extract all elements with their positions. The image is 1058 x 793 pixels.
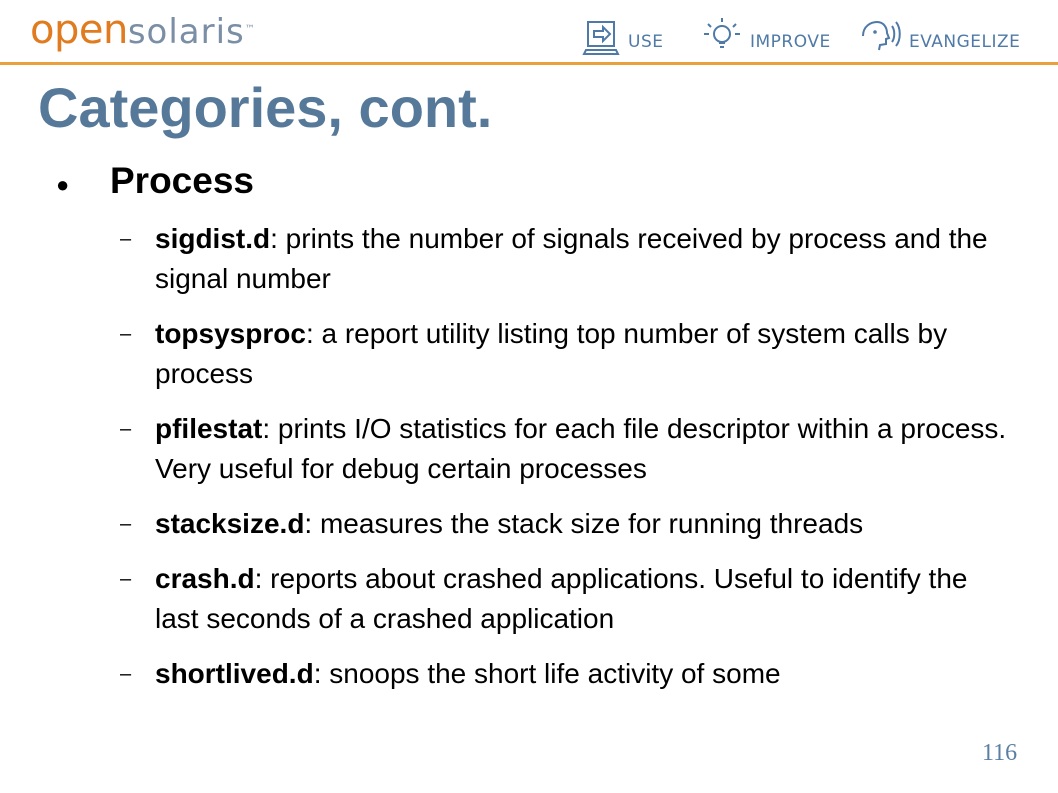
dash-marker: –: [120, 418, 132, 440]
monitor-arrow-icon: [582, 16, 622, 56]
lightbulb-icon: [700, 16, 744, 56]
nav-evangelize: [857, 16, 1020, 56]
script-description: : prints I/O statistics for each file descriptor within a process. Very useful for debug certain processes: [155, 413, 1007, 484]
script-description: : measures the stack size for running threads: [304, 508, 864, 539]
list-item: [120, 504, 1010, 544]
script-description: : snoops the short life activity of some: [313, 658, 781, 689]
script-description: : reports about crashed applications. Useful to identify the last seconds of a crashed application: [155, 563, 968, 634]
list-item: [120, 314, 1010, 394]
logo-open-text: open: [30, 7, 128, 53]
script-name: sigdist.d: [155, 223, 271, 254]
section-heading: Process: [110, 160, 254, 201]
dash-marker: –: [120, 663, 132, 685]
script-name: pfilestat: [155, 413, 263, 444]
logo-solaris-text: solaris: [127, 12, 245, 52]
script-name: shortlived.d: [155, 658, 314, 689]
nav-evangelize-label: EVANGELIZE: [909, 32, 1021, 52]
nav-improve: [700, 16, 831, 56]
nav-use-label: USE: [628, 32, 664, 52]
dash-marker: –: [120, 323, 132, 345]
opensolaris-logo: [30, 4, 254, 58]
logo-trademark: ™: [244, 24, 255, 35]
dash-marker: –: [120, 568, 132, 590]
dash-marker: –: [120, 513, 132, 535]
list-item: [120, 219, 1010, 299]
slide-title: Categories, cont.: [38, 76, 493, 139]
script-description: : a report utility listing top number of system calls by process: [155, 318, 948, 389]
script-name: crash.d: [155, 563, 255, 594]
script-description: : prints the number of signals received by process and the signal number: [155, 223, 988, 294]
nav-improve-label: IMPROVE: [750, 32, 831, 52]
list-item: [120, 409, 1010, 489]
list-item: [120, 654, 1010, 694]
header-divider: [0, 62, 1058, 65]
bullet-dot: ●: [56, 172, 70, 197]
speaking-head-icon: [857, 16, 903, 56]
script-name: stacksize.d: [155, 508, 305, 539]
list-item: [120, 559, 1010, 639]
nav-use: [582, 16, 663, 56]
script-name: topsysproc: [155, 318, 306, 349]
script-list: [120, 219, 1010, 709]
dash-marker: –: [120, 228, 132, 250]
page-number: 116: [982, 740, 1018, 766]
